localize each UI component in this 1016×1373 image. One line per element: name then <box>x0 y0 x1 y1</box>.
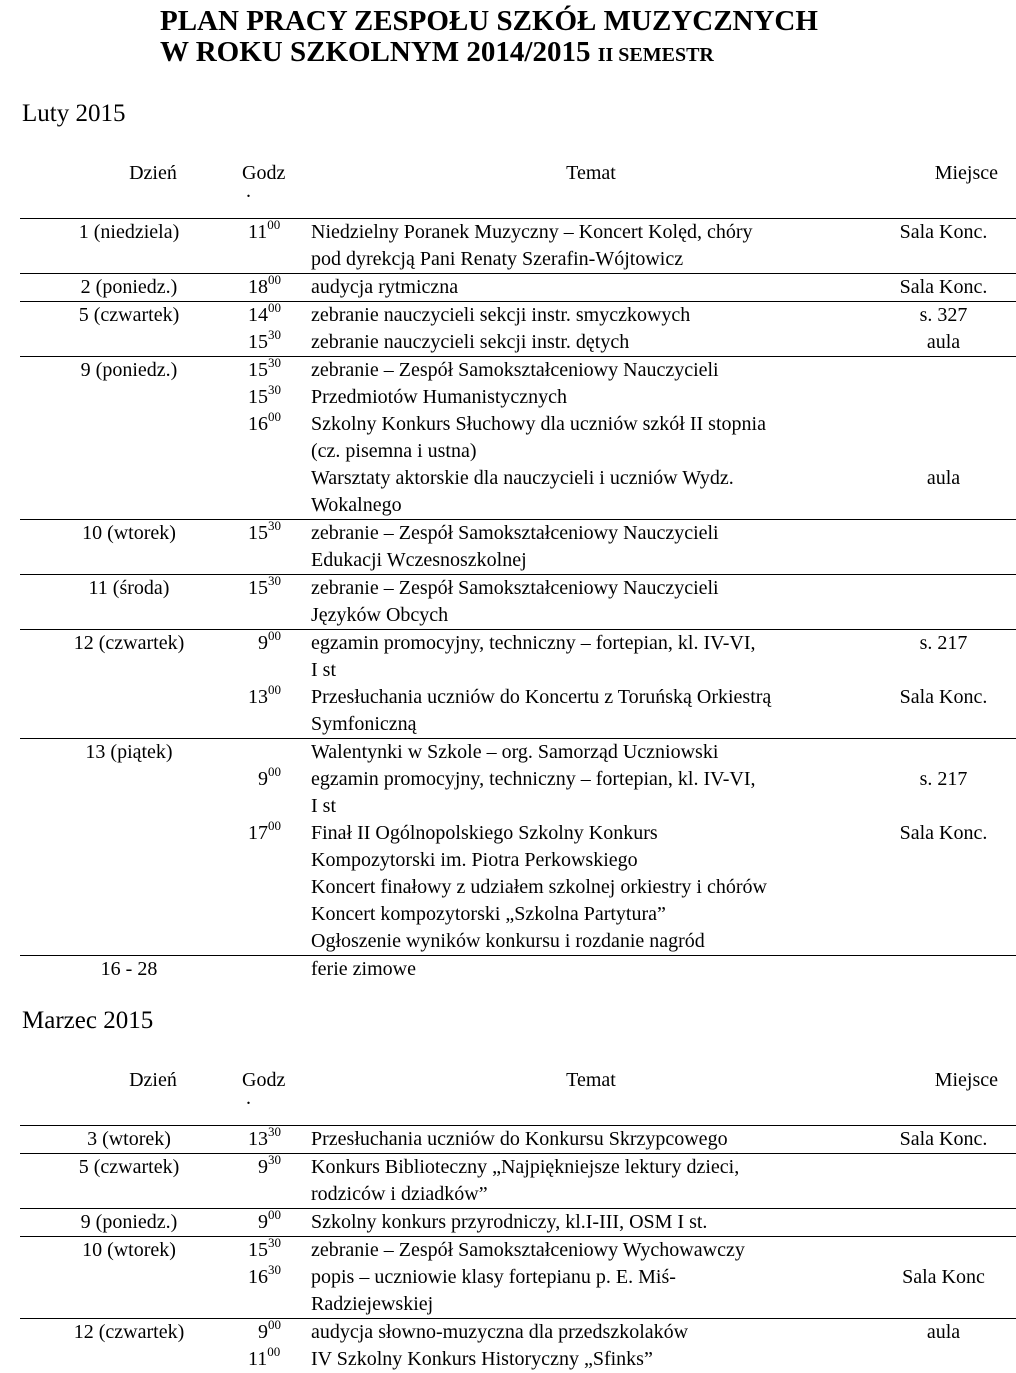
title-semester: II SEMESTR <box>597 44 714 66</box>
hour-line <box>242 847 307 874</box>
hour-value: 9 <box>258 631 268 654</box>
hour-cell <box>238 629 307 738</box>
place-line: s. 217 <box>919 631 968 654</box>
hour-cell <box>238 1236 307 1318</box>
topic-cell <box>307 301 871 356</box>
hour-line <box>242 326 307 356</box>
day-label: 1 (niedziela) <box>78 220 180 243</box>
place-line: Sala Konc. <box>899 821 988 844</box>
minute-value: 30 <box>268 354 281 370</box>
topic-line: I st <box>311 794 336 817</box>
hour-cell <box>238 273 307 301</box>
hour-line <box>242 1291 307 1318</box>
minute-value: 00 <box>267 216 281 232</box>
header-place <box>871 160 1016 218</box>
table-row <box>20 629 1016 738</box>
hour-line <box>242 1316 307 1346</box>
hour-line <box>242 547 307 574</box>
topic-cell <box>307 1236 871 1318</box>
place-line: s. 217 <box>919 767 968 790</box>
place-line: Sala Konc. <box>899 275 988 298</box>
place-cell <box>871 218 1016 273</box>
table-row <box>20 574 1016 629</box>
hour-line <box>242 763 307 793</box>
day-label: 16 - 28 <box>100 957 158 980</box>
topic-line: Radziejewskiej <box>311 1292 434 1315</box>
place-cell <box>871 301 1016 356</box>
topic-line: zebranie nauczycieli sekcji instr. smyczkowych <box>311 303 691 326</box>
topic-line: Języków Obcych <box>311 603 449 626</box>
table-row <box>20 1208 1016 1236</box>
minute-value: 30 <box>268 1261 281 1277</box>
minute-value: 00 <box>268 763 281 779</box>
place-cell <box>871 1208 1016 1236</box>
minute-value: 00 <box>268 271 281 287</box>
table-row <box>20 356 1016 519</box>
hour-value: 15 <box>248 521 268 544</box>
day-label: 5 (czwartek) <box>78 1155 180 1178</box>
day-cell <box>20 301 238 356</box>
minute-value: 30 <box>268 572 281 588</box>
topic-cell <box>307 955 871 983</box>
header-hour-dot: . <box>246 180 251 202</box>
topic-line: Finał II Ogólnopolskiego Szkolny Konkurs <box>311 821 658 844</box>
topic-line: audycja słowno-muzyczna dla przedszkolaków <box>311 1320 689 1343</box>
hour-line <box>242 1123 307 1153</box>
hour-value: 18 <box>248 275 268 298</box>
hour-cell <box>238 1208 307 1236</box>
hour-line <box>242 271 307 301</box>
hour-value: 17 <box>248 821 268 844</box>
day-cell <box>20 356 238 519</box>
day-cell <box>20 1236 238 1318</box>
place-line: Sala Konc. <box>899 220 988 243</box>
place-line <box>871 246 1016 273</box>
place-line: aula <box>926 1320 961 1343</box>
table-row <box>20 1318 1016 1373</box>
place-cell <box>871 1318 1016 1373</box>
hour-line <box>242 874 307 901</box>
day-label: 11 (środa) <box>88 576 170 599</box>
topic-line: (cz. pisemna i ustna) <box>311 439 477 462</box>
schedule-table-march <box>20 1067 1016 1373</box>
hour-value: 15 <box>248 330 268 353</box>
hour-value: 15 <box>248 1238 268 1261</box>
hour-cell <box>238 301 307 356</box>
minute-value: 30 <box>268 1151 281 1167</box>
minute-value: 00 <box>268 1316 281 1332</box>
hour-value: 9 <box>258 1155 268 1178</box>
place-line <box>871 1154 1016 1181</box>
topic-cell <box>307 1153 871 1208</box>
hour-line <box>242 602 307 629</box>
hour-value: 13 <box>248 1127 268 1150</box>
place-line <box>871 1209 1016 1236</box>
hour-line <box>242 572 307 602</box>
minute-value: 00 <box>268 627 281 643</box>
hour-line <box>242 465 307 492</box>
hour-line <box>242 928 307 955</box>
day-label: 3 (wtorek) <box>87 1127 171 1150</box>
hour-cell <box>238 1318 307 1373</box>
place-line <box>871 739 1016 766</box>
topic-cell <box>307 218 871 273</box>
day-cell <box>20 955 238 983</box>
topic-line: zebranie nauczycieli sekcji instr. dętych <box>311 330 630 353</box>
minute-value: 30 <box>268 517 281 533</box>
minute-value: 00 <box>268 817 281 833</box>
table-row <box>20 1153 1016 1208</box>
place-line <box>871 438 1016 465</box>
hour-value: 15 <box>248 358 268 381</box>
day-label: 10 (wtorek) <box>82 521 176 544</box>
place-cell <box>871 629 1016 738</box>
hour-cell <box>238 955 307 983</box>
header-topic-label: Temat <box>566 1069 616 1091</box>
place-line <box>871 847 1016 874</box>
day-cell <box>20 738 238 955</box>
hour-line <box>242 1343 307 1373</box>
place-line: Sala Konc. <box>899 1127 988 1150</box>
topic-line: IV Szkolny Konkurs Historyczny „Sfinks” <box>311 1347 653 1370</box>
topic-line: Przedmiotów Humanistycznych <box>311 385 568 408</box>
table-header-row <box>20 1067 1016 1125</box>
hour-line <box>242 1206 307 1236</box>
hour-line <box>242 711 307 738</box>
topic-cell <box>307 574 871 629</box>
place-line <box>871 357 1016 384</box>
place-line <box>871 1237 1016 1264</box>
place-line <box>871 1291 1016 1318</box>
topic-line: zebranie – Zespół Samokształceniowy Nauczycieli <box>311 521 719 544</box>
place-line <box>871 956 1016 983</box>
day-label: 9 (poniedz.) <box>80 358 178 381</box>
schedule-table-february <box>20 160 1016 983</box>
hour-line <box>242 492 307 519</box>
topic-line: Niedzielny Poranek Muzyczny – Koncert Kolęd, chóry <box>311 220 753 243</box>
hour-line <box>242 1151 307 1181</box>
table-row <box>20 218 1016 273</box>
table-row <box>20 955 1016 983</box>
hour-value: 16 <box>248 1265 268 1288</box>
place-cell <box>871 1236 1016 1318</box>
day-label: 5 (czwartek) <box>78 303 180 326</box>
topic-line: rodziców i dziadków” <box>311 1182 488 1205</box>
topic-cell <box>307 738 871 955</box>
hour-value: 14 <box>248 303 268 326</box>
hour-cell <box>238 1153 307 1208</box>
place-line: s. 327 <box>919 303 968 326</box>
place-line <box>871 547 1016 574</box>
topic-line: Walentynki w Szkole – org. Samorząd Uczniowski <box>311 740 719 763</box>
topic-line: Edukacji Wczesnoszkolnej <box>311 548 527 571</box>
title-line-2 <box>160 37 818 71</box>
topic-cell <box>307 1125 871 1153</box>
hour-cell <box>238 738 307 955</box>
header-hour-label: Godz <box>242 1069 286 1091</box>
topic-line: egzamin promocyjny, techniczny – fortepian, kl. IV-VI, <box>311 631 756 654</box>
place-line <box>871 602 1016 629</box>
minute-value: 30 <box>268 326 281 342</box>
place-cell <box>871 1125 1016 1153</box>
day-cell <box>20 1125 238 1153</box>
hour-line <box>242 681 307 711</box>
hour-value: 11 <box>248 1347 268 1370</box>
topic-line: zebranie – Zespół Samokształceniowy Nauczycieli <box>311 576 719 599</box>
hour-line <box>242 517 307 547</box>
place-line: Sala Konc <box>902 1265 985 1288</box>
hour-line <box>242 354 307 384</box>
hour-line <box>242 216 307 246</box>
topic-line: egzamin promocyjny, techniczny – fortepian, kl. IV-VI, <box>311 767 756 790</box>
day-cell <box>20 519 238 574</box>
place-line: aula <box>926 466 961 489</box>
minute-value: 00 <box>268 408 281 424</box>
hour-value: 11 <box>248 220 268 243</box>
day-cell <box>20 273 238 301</box>
hour-line <box>242 817 307 847</box>
place-line: aula <box>926 330 961 353</box>
day-cell <box>20 629 238 738</box>
day-cell <box>20 1318 238 1373</box>
hour-cell <box>238 1125 307 1153</box>
day-label: 10 (wtorek) <box>82 1238 176 1261</box>
hour-cell <box>238 519 307 574</box>
hour-value: 16 <box>248 412 268 435</box>
header-day <box>20 1067 238 1125</box>
minute-value: 30 <box>268 1234 281 1250</box>
place-cell <box>871 955 1016 983</box>
topic-cell <box>307 356 871 519</box>
topic-line: Koncert finałowy z udziałem szkolnej orkiestry i chórów <box>311 875 767 898</box>
place-line <box>871 901 1016 928</box>
day-cell <box>20 1153 238 1208</box>
day-cell <box>20 574 238 629</box>
hour-line <box>242 408 307 438</box>
day-cell <box>20 1208 238 1236</box>
month-heading-february: Luty 2015 <box>22 100 126 127</box>
place-cell <box>871 356 1016 519</box>
hour-line <box>242 739 307 766</box>
header-hour-dot: . <box>246 1087 251 1109</box>
day-label: 2 (poniedz.) <box>80 275 178 298</box>
topic-line: Symfoniczną <box>311 712 417 735</box>
day-label: 12 (czwartek) <box>73 1320 185 1343</box>
hour-value: 9 <box>258 1320 268 1343</box>
topic-line: Ogłoszenie wyników konkursu i rozdanie nagród <box>311 929 705 952</box>
place-cell <box>871 273 1016 301</box>
day-label: 13 (piątek) <box>85 740 173 763</box>
place-cell <box>871 738 1016 955</box>
header-day-label: Dzień <box>129 162 177 184</box>
month-heading-march: Marzec 2015 <box>22 1007 154 1034</box>
place-line <box>871 411 1016 438</box>
minute-value: 00 <box>268 1206 281 1222</box>
header-hour <box>238 160 307 218</box>
hour-value: 9 <box>258 1210 268 1233</box>
table-row <box>20 1236 1016 1318</box>
table-row <box>20 1125 1016 1153</box>
place-line <box>871 793 1016 820</box>
topic-line: popis – uczniowie klasy fortepianu p. E. Miś- <box>311 1265 676 1288</box>
table-header-row <box>20 160 1016 218</box>
place-line <box>871 520 1016 547</box>
hour-value: 9 <box>258 767 268 790</box>
day-label: 12 (czwartek) <box>73 631 185 654</box>
document-title <box>160 6 818 71</box>
place-line <box>871 928 1016 955</box>
header-day-label: Dzień <box>129 1069 177 1091</box>
topic-line: Szkolny konkurs przyrodniczy, kl.I-III, OSM I st. <box>311 1210 708 1233</box>
topic-line: Przesłuchania uczniów do Konkursu Skrzypcowego <box>311 1127 728 1150</box>
place-line <box>871 874 1016 901</box>
place-line <box>871 1346 1016 1373</box>
hour-line <box>242 657 307 684</box>
hour-cell <box>238 218 307 273</box>
hour-cell <box>238 574 307 629</box>
hour-value: 15 <box>248 576 268 599</box>
table-row <box>20 301 1016 356</box>
topic-cell <box>307 1208 871 1236</box>
header-topic-label: Temat <box>566 162 616 184</box>
topic-line: ferie zimowe <box>311 957 416 980</box>
place-cell <box>871 574 1016 629</box>
minute-value: 00 <box>268 299 281 315</box>
header-topic <box>307 1067 871 1125</box>
place-line <box>871 1181 1016 1208</box>
header-place <box>871 1067 1016 1125</box>
topic-cell <box>307 519 871 574</box>
topic-line: zebranie – Zespół Samokształceniowy Wychowawczy <box>311 1238 745 1261</box>
hour-line <box>242 956 307 983</box>
hour-line <box>242 1234 307 1264</box>
topic-line: zebranie – Zespół Samokształceniowy Nauczycieli <box>311 358 719 381</box>
header-place-label: Miejsce <box>934 1069 998 1091</box>
header-place-label: Miejsce <box>934 162 998 184</box>
title-line-1: PLAN PRACY ZESPOŁU SZKÓŁ MUZYCZNYCH <box>160 5 818 37</box>
minute-value: 30 <box>268 381 281 397</box>
topic-line: Warsztaty aktorskie dla nauczycieli i uczniów Wydz. <box>311 466 734 489</box>
hour-line <box>242 299 307 329</box>
hour-value: 15 <box>248 385 268 408</box>
hour-line <box>242 381 307 411</box>
header-hour-label: Godz <box>242 162 286 184</box>
hour-line <box>242 793 307 820</box>
header-topic <box>307 160 871 218</box>
hour-line <box>242 246 307 273</box>
day-label: 9 (poniedz.) <box>80 1210 178 1233</box>
hour-line <box>242 1181 307 1208</box>
topic-line: Kompozytorski im. Piotra Perkowskiego <box>311 848 638 871</box>
topic-line: I st <box>311 658 336 681</box>
topic-line: audycja rytmiczna <box>311 275 459 298</box>
minute-value: 00 <box>267 1343 281 1359</box>
table-row <box>20 519 1016 574</box>
topic-line: pod dyrekcją Pani Renaty Szerafin-Wójtowicz <box>311 247 684 270</box>
place-line <box>871 384 1016 411</box>
topic-cell <box>307 273 871 301</box>
hour-line <box>242 438 307 465</box>
header-hour <box>238 1067 307 1125</box>
place-line <box>871 492 1016 519</box>
hour-value: 13 <box>248 685 268 708</box>
title-year: W ROKU SZKOLNYM 2014/2015 <box>160 36 591 68</box>
topic-cell <box>307 1318 871 1373</box>
place-cell <box>871 519 1016 574</box>
hour-line <box>242 627 307 657</box>
minute-value: 30 <box>268 1123 281 1139</box>
hour-line <box>242 1261 307 1291</box>
minute-value: 00 <box>268 681 281 697</box>
place-cell <box>871 1153 1016 1208</box>
topic-line: Koncert kompozytorski „Szkolna Partytura” <box>311 902 666 925</box>
topic-line: Konkurs Biblioteczny „Najpiękniejsze lektury dzieci, <box>311 1155 740 1178</box>
topic-line: Szkolny Konkurs Słuchowy dla uczniów szkół II stopnia <box>311 412 766 435</box>
place-line <box>871 575 1016 602</box>
place-line <box>871 657 1016 684</box>
hour-cell <box>238 356 307 519</box>
table-row <box>20 738 1016 955</box>
place-line: Sala Konc. <box>899 685 988 708</box>
table-row <box>20 273 1016 301</box>
topic-line: Wokalnego <box>311 493 402 516</box>
hour-line <box>242 901 307 928</box>
place-line <box>871 711 1016 738</box>
topic-cell <box>307 629 871 738</box>
header-day <box>20 160 238 218</box>
day-cell <box>20 218 238 273</box>
topic-line: Przesłuchania uczniów do Koncertu z Toruńską Orkiestrą <box>311 685 772 708</box>
